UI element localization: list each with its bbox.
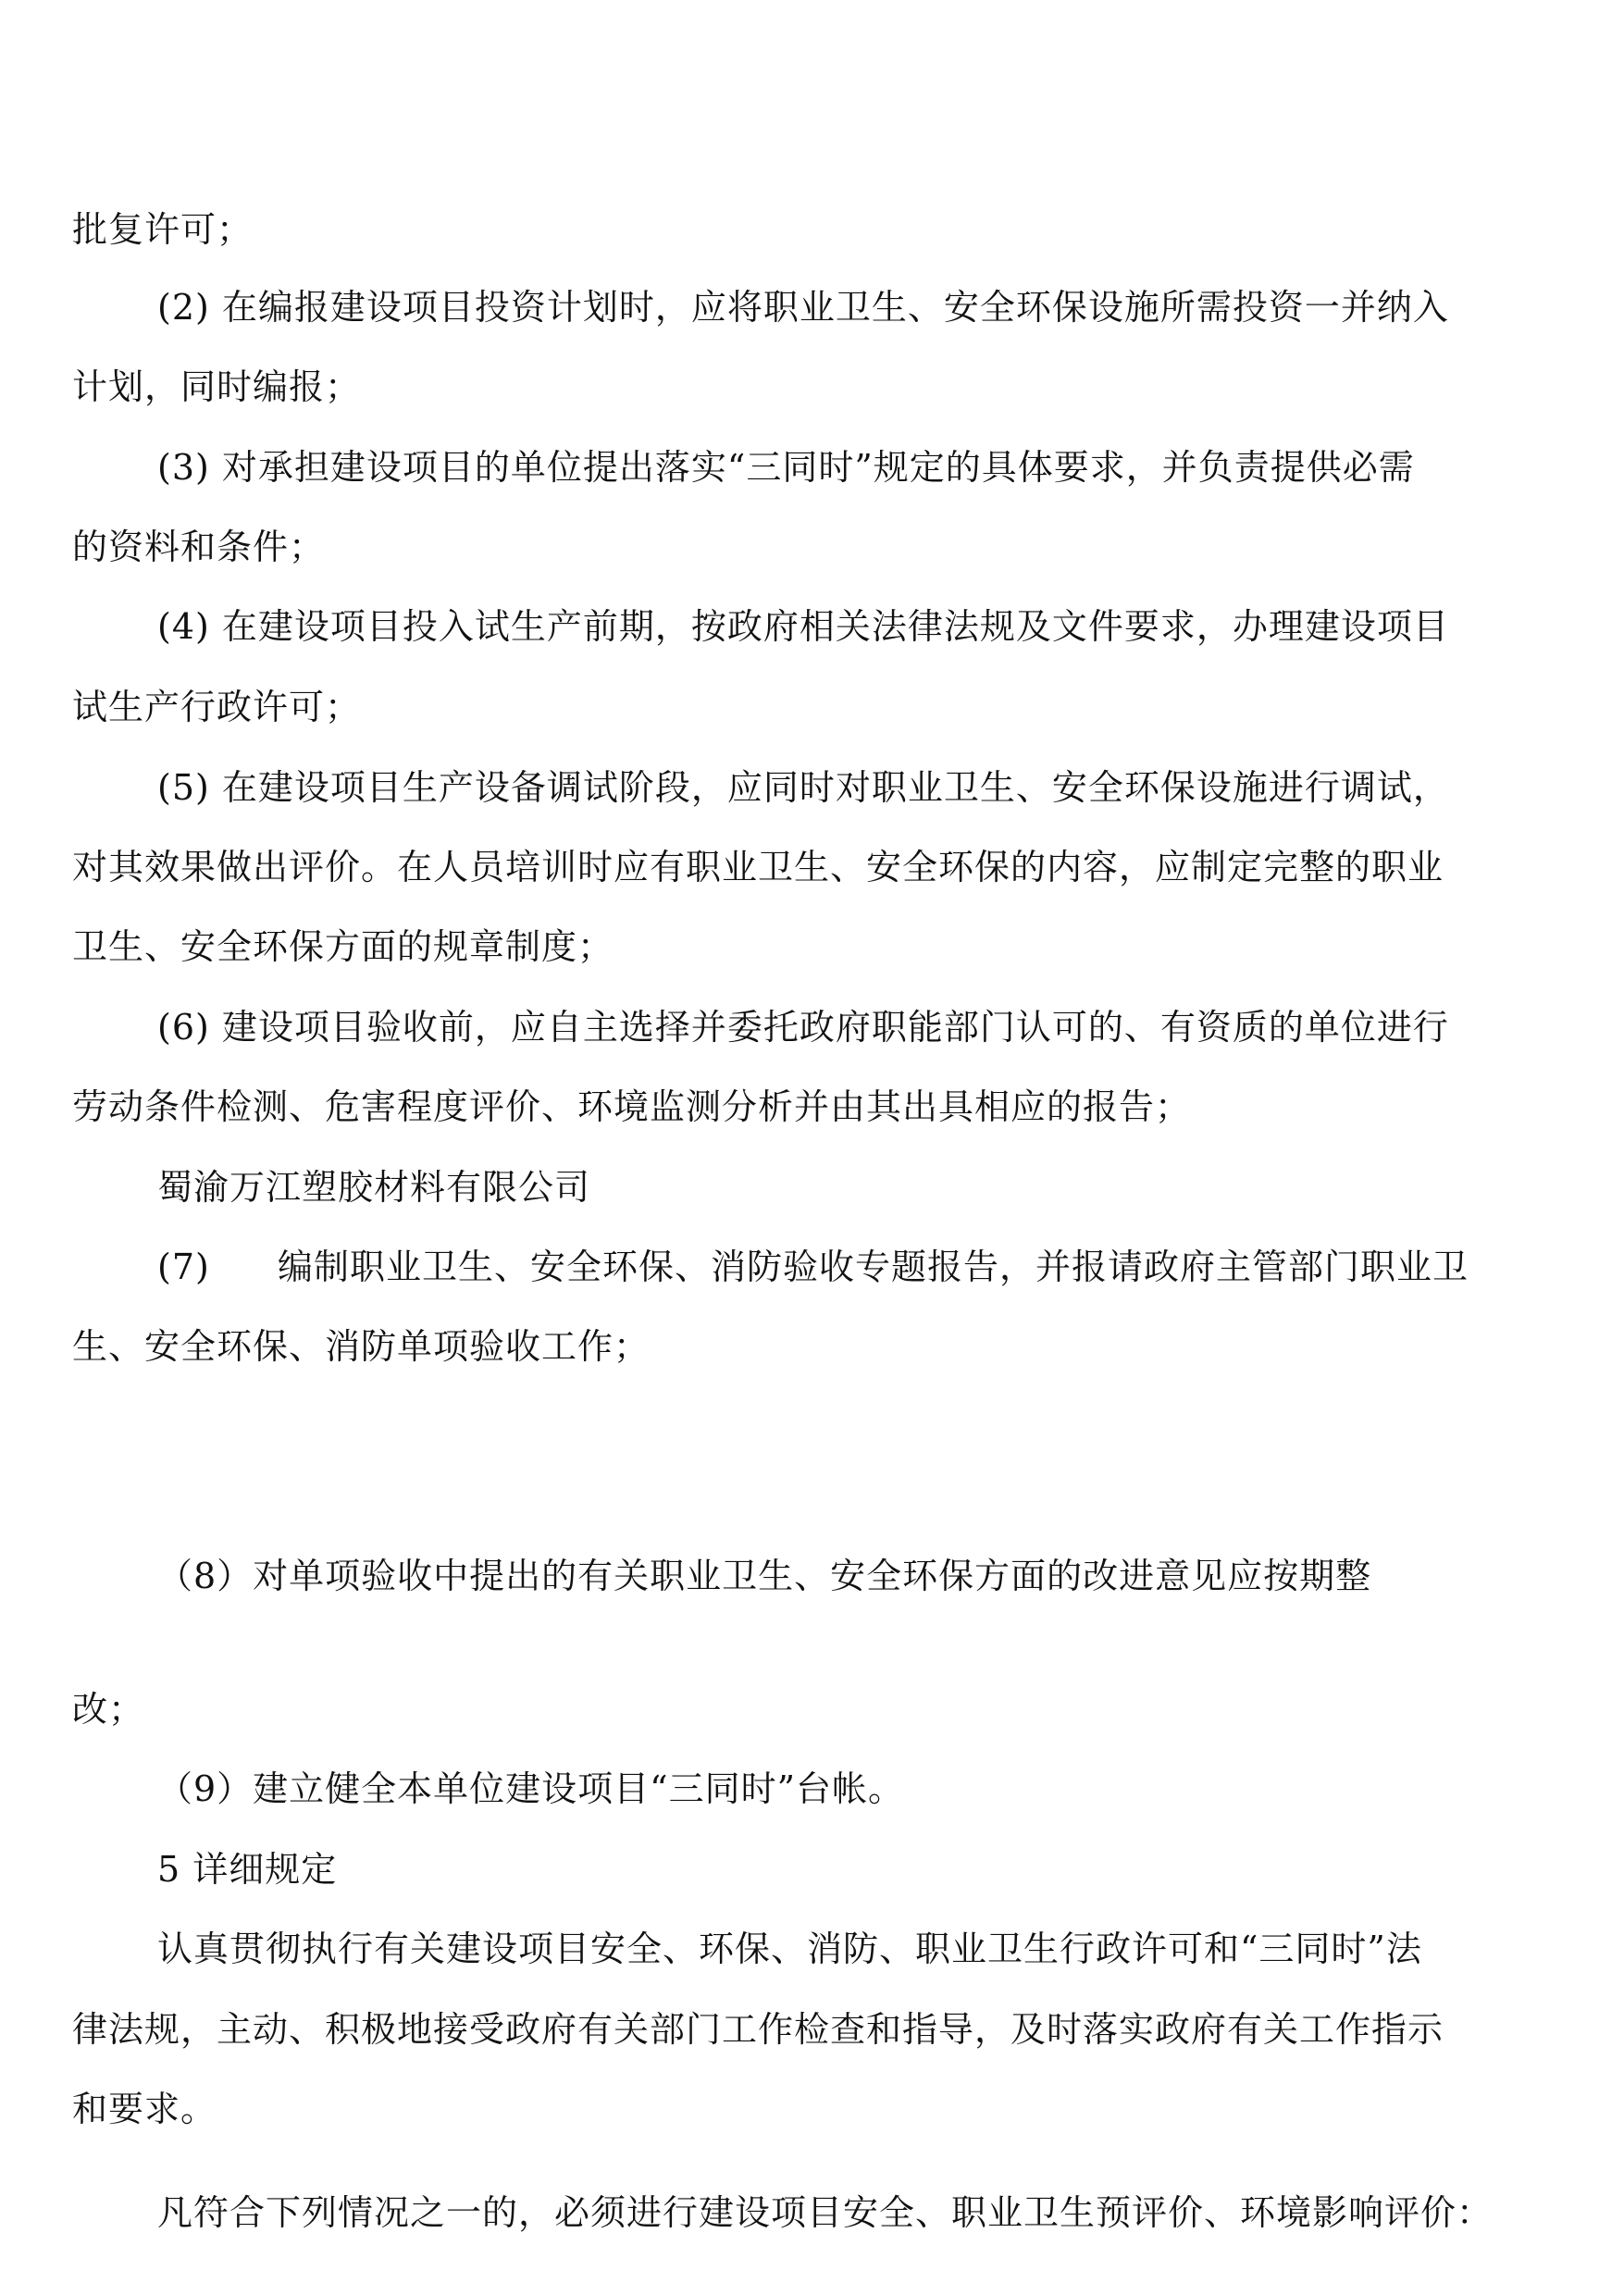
list-item-7-line-2: 生、安全环保、消防单项验收工作； [72,1326,651,1367]
list-item-8-line-1: （8）对单项验收中提出的有关职业卫生、安全环保方面的改进意见应按期整 [157,1556,1372,1596]
list-item-5-line-1: (5) 在建设项目生产设备调试阶段，应同时对职业卫生、安全环保设施进行调试， [157,767,1449,808]
list-item-5-line-3: 卫生、安全环保方面的规章制度； [72,926,614,967]
list-item-7-number: (7) [157,1247,210,1287]
list-item-2-line-2: 计划，同时编报； [72,366,362,407]
list-item-7-line-1 [157,1234,1555,1299]
list-item-6-line-1: (6) 建设项目验收前，应自主选择并委托政府职能部门认可的、有资质的单位进行 [157,1007,1449,1048]
list-item-2-line-1: (2) 在编报建设项目投资计划时，应将职业卫生、安全环保设施所需投资一并纳入 [157,287,1449,328]
list-item-6-line-2: 劳动条件检测、危害程度评价、环境监测分析并由其出具相应的报告； [72,1086,1192,1127]
paragraph-line: 批复许可； [72,209,254,250]
list-item-8-line-2: 改； [72,1689,145,1730]
list-item-5-line-2: 对其效果做出评价。在人员培训时应有职业卫生、安全环保的内容，应制定完整的职业 [72,847,1444,887]
list-item-7-text: 编制职业卫生、安全环保、消防验收专题报告，并报请政府主管部门职业卫 [278,1247,1469,1287]
list-item-4-line-1: (4) 在建设项目投入试生产前期，按政府相关法律法规及文件要求，办理建设项目 [157,606,1449,647]
body-paragraph-2-line-1: 凡符合下列情况之一的，必须进行建设项目安全、职业卫生预评价、环境影响评价： [157,2192,1494,2233]
body-paragraph-line-2: 律法规，主动、积极地接受政府有关部门工作检查和指导，及时落实政府有关工作指示 [72,2009,1444,2050]
body-paragraph-line-1: 认真贯彻执行有关建设项目安全、环保、消防、职业卫生行政许可和“三同时”法 [157,1929,1422,1969]
list-item-9: （9）建立健全本单位建设项目“三同时”台帐。 [157,1768,905,1809]
company-name: 蜀渝万江塑胶材料有限公司 [157,1167,591,1208]
list-item-3-line-1: (3) 对承担建设项目的单位提出落实“三同时”规定的具体要求，并负责提供必需 [157,447,1415,488]
list-item-3-line-2: 的资料和条件； [72,527,326,567]
list-item-4-line-2: 试生产行政许可； [72,687,362,727]
body-paragraph-line-3: 和要求。 [72,2089,217,2129]
section-heading: 5 详细规定 [157,1849,338,1890]
